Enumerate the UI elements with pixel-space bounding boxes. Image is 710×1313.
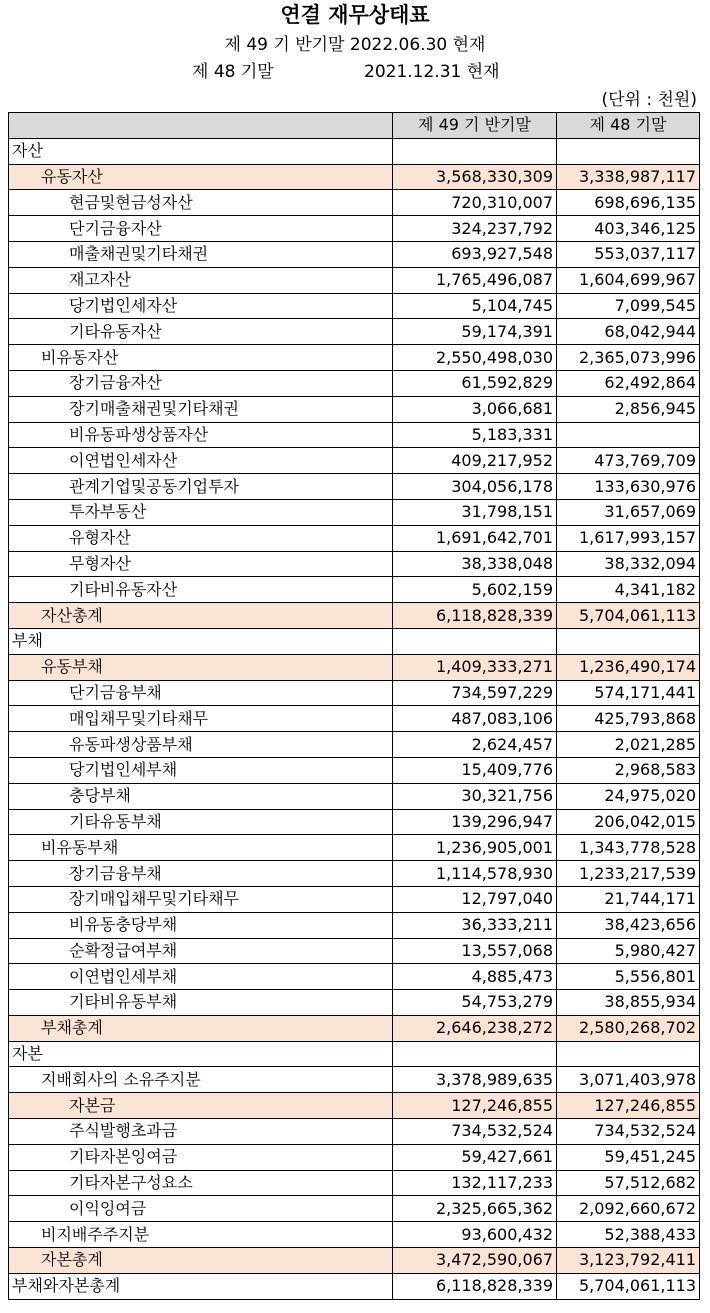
current-period-value: 61,592,829 — [393, 370, 557, 396]
account-name: 유동파생상품부채 — [9, 732, 393, 758]
table-row — [9, 190, 700, 216]
account-name: 당기법인세자산 — [9, 293, 393, 319]
account-name: 자산총계 — [9, 603, 393, 629]
current-period-value: 734,532,524 — [393, 1119, 557, 1145]
table-row — [9, 267, 700, 293]
previous-period-value: 5,980,427 — [557, 938, 700, 964]
table-row — [9, 474, 700, 500]
previous-period-value: 5,704,061,113 — [557, 1273, 700, 1299]
column-header-current: 제 49 기 반기말 — [393, 113, 557, 139]
current-period-value: 1,236,905,001 — [393, 835, 557, 861]
account-name: 기타유동부채 — [9, 809, 393, 835]
previous-period-value — [557, 138, 700, 164]
previous-period-value — [557, 422, 700, 448]
table-row — [9, 499, 700, 525]
account-name: 기타비유동부채 — [9, 990, 393, 1016]
account-name: 비유동자산 — [9, 345, 393, 371]
table-row — [9, 835, 700, 861]
account-name: 지배회사의 소유주지분 — [9, 1067, 393, 1093]
previous-period-value: 68,042,944 — [557, 319, 700, 345]
previous-period-value: 62,492,864 — [557, 370, 700, 396]
previous-period-value: 3,071,403,978 — [557, 1067, 700, 1093]
account-name: 유동자산 — [9, 164, 393, 190]
current-period-value: 304,056,178 — [393, 474, 557, 500]
previous-period-value: 3,123,792,411 — [557, 1248, 700, 1274]
account-name: 장기매출채권및기타채권 — [9, 396, 393, 422]
account-name: 주식발행초과금 — [9, 1119, 393, 1145]
current-period-value: 1,765,496,087 — [393, 267, 557, 293]
account-name: 당기법인세부채 — [9, 757, 393, 783]
current-period-value: 12,797,040 — [393, 886, 557, 912]
current-period-value: 6,118,828,339 — [393, 1273, 557, 1299]
current-period-value: 1,409,333,271 — [393, 654, 557, 680]
account-name: 비유동파생상품자산 — [9, 422, 393, 448]
account-name: 이연법인세자산 — [9, 448, 393, 474]
table-row — [9, 628, 700, 654]
table-header-row — [9, 113, 700, 139]
account-name: 관계기업및공동기업투자 — [9, 474, 393, 500]
previous-period-value — [557, 628, 700, 654]
current-period-value: 734,597,229 — [393, 680, 557, 706]
column-header-account — [9, 113, 393, 139]
account-name: 비유동부채 — [9, 835, 393, 861]
current-period-value — [393, 1041, 557, 1067]
current-period-value: 59,427,661 — [393, 1144, 557, 1170]
account-name: 재고자산 — [9, 267, 393, 293]
table-row — [9, 886, 700, 912]
current-period-value — [393, 628, 557, 654]
current-period-value: 132,117,233 — [393, 1170, 557, 1196]
previous-period-value: 574,171,441 — [557, 680, 700, 706]
previous-period-value: 2,021,285 — [557, 732, 700, 758]
table-row — [9, 138, 700, 164]
current-period-value: 31,798,151 — [393, 499, 557, 525]
previous-period-value: 5,556,801 — [557, 964, 700, 990]
table-row — [9, 861, 700, 887]
previous-period-value: 59,451,245 — [557, 1144, 700, 1170]
current-period-value: 3,472,590,067 — [393, 1248, 557, 1274]
previous-period-value: 52,388,433 — [557, 1222, 700, 1248]
current-period-value: 15,409,776 — [393, 757, 557, 783]
previous-period-value: 133,630,976 — [557, 474, 700, 500]
previous-period-value: 473,769,709 — [557, 448, 700, 474]
previous-period-value: 403,346,125 — [557, 216, 700, 242]
table-row — [9, 1093, 700, 1119]
previous-period-value — [557, 1041, 700, 1067]
previous-period-value: 1,617,993,157 — [557, 525, 700, 551]
current-period-value: 139,296,947 — [393, 809, 557, 835]
table-row — [9, 551, 700, 577]
current-period-value: 54,753,279 — [393, 990, 557, 1016]
previous-period-value: 21,744,171 — [557, 886, 700, 912]
current-period-value: 5,104,745 — [393, 293, 557, 319]
previous-period-value: 2,856,945 — [557, 396, 700, 422]
current-period-value: 4,885,473 — [393, 964, 557, 990]
current-period-value: 3,066,681 — [393, 396, 557, 422]
account-name: 비지배주주지분 — [9, 1222, 393, 1248]
account-name: 기타비유동자산 — [9, 577, 393, 603]
table-row — [9, 603, 700, 629]
current-period-value: 2,325,665,362 — [393, 1196, 557, 1222]
current-period-value: 36,333,211 — [393, 912, 557, 938]
current-period-value: 59,174,391 — [393, 319, 557, 345]
current-period-value: 2,646,238,272 — [393, 1015, 557, 1041]
account-name: 유형자산 — [9, 525, 393, 551]
table-row — [9, 654, 700, 680]
previous-period-value: 127,246,855 — [557, 1093, 700, 1119]
previous-period-value: 4,341,182 — [557, 577, 700, 603]
current-period-value — [393, 138, 557, 164]
current-period-value: 13,557,068 — [393, 938, 557, 964]
account-name: 투자부동산 — [9, 499, 393, 525]
account-name: 부채총계 — [9, 1015, 393, 1041]
current-period-value: 5,602,159 — [393, 577, 557, 603]
account-name: 자본금 — [9, 1093, 393, 1119]
account-name: 자산 — [9, 138, 393, 164]
table-row — [9, 680, 700, 706]
current-period-value: 1,114,578,930 — [393, 861, 557, 887]
current-period: 제 49 기 반기말 2022.06.30 현재 — [224, 35, 486, 55]
current-period-value: 409,217,952 — [393, 448, 557, 474]
table-row — [9, 732, 700, 758]
account-name: 무형자산 — [9, 551, 393, 577]
table-row — [9, 1248, 700, 1274]
table-row — [9, 783, 700, 809]
account-name: 장기매입채무및기타채무 — [9, 886, 393, 912]
table-row — [9, 1222, 700, 1248]
previous-period-date: 2021.12.31 현재 — [364, 62, 500, 82]
previous-period-value: 5,704,061,113 — [557, 603, 700, 629]
previous-period-value: 1,343,778,528 — [557, 835, 700, 861]
table-row — [9, 1273, 700, 1299]
previous-period-value: 38,332,094 — [557, 551, 700, 577]
account-name: 매입채무및기타채무 — [9, 706, 393, 732]
current-period-value: 93,600,432 — [393, 1222, 557, 1248]
table-row — [9, 964, 700, 990]
account-name: 이익잉여금 — [9, 1196, 393, 1222]
previous-period-value: 698,696,135 — [557, 190, 700, 216]
previous-period-value: 425,793,868 — [557, 706, 700, 732]
previous-period-value: 31,657,069 — [557, 499, 700, 525]
previous-period-value: 2,092,660,672 — [557, 1196, 700, 1222]
table-row — [9, 1170, 700, 1196]
table-row — [9, 1196, 700, 1222]
table-row — [9, 757, 700, 783]
previous-period-value: 1,233,217,539 — [557, 861, 700, 887]
account-name: 매출채권및기타채권 — [9, 241, 393, 267]
previous-period-label: 제 48 기말 — [192, 62, 274, 82]
previous-period-value: 2,365,073,996 — [557, 345, 700, 371]
current-period-value: 3,568,330,309 — [393, 164, 557, 190]
table-row — [9, 241, 700, 267]
account-name: 비유동충당부채 — [9, 912, 393, 938]
table-row — [9, 1144, 700, 1170]
previous-period-value: 2,968,583 — [557, 757, 700, 783]
table-row — [9, 706, 700, 732]
current-period-value: 720,310,007 — [393, 190, 557, 216]
previous-period-value: 7,099,545 — [557, 293, 700, 319]
table-row — [9, 164, 700, 190]
current-period-value: 3,378,989,635 — [393, 1067, 557, 1093]
previous-period-value: 553,037,117 — [557, 241, 700, 267]
table-row — [9, 345, 700, 371]
table-row — [9, 1067, 700, 1093]
table-row — [9, 370, 700, 396]
current-period-value: 324,237,792 — [393, 216, 557, 242]
table-row — [9, 216, 700, 242]
current-period-value: 6,118,828,339 — [393, 603, 557, 629]
account-name: 기타유동자산 — [9, 319, 393, 345]
account-name: 단기금융부채 — [9, 680, 393, 706]
table-row — [9, 1041, 700, 1067]
current-period-value: 30,321,756 — [393, 783, 557, 809]
column-header-previous: 제 48 기말 — [557, 113, 700, 139]
table-row — [9, 990, 700, 1016]
account-name: 자본 — [9, 1041, 393, 1067]
previous-period-value: 734,532,524 — [557, 1119, 700, 1145]
account-name: 자본총계 — [9, 1248, 393, 1274]
account-name: 충당부채 — [9, 783, 393, 809]
previous-period-value: 57,512,682 — [557, 1170, 700, 1196]
account-name: 기타자본잉여금 — [9, 1144, 393, 1170]
account-name: 유동부채 — [9, 654, 393, 680]
previous-period-value: 24,975,020 — [557, 783, 700, 809]
previous-period-value: 38,423,656 — [557, 912, 700, 938]
account-name: 현금및현금성자산 — [9, 190, 393, 216]
account-name: 장기금융자산 — [9, 370, 393, 396]
table-row — [9, 1015, 700, 1041]
previous-period-value: 1,604,699,967 — [557, 267, 700, 293]
account-name: 순확정급여부채 — [9, 938, 393, 964]
table-row — [9, 422, 700, 448]
current-period-value: 487,083,106 — [393, 706, 557, 732]
table-row — [9, 912, 700, 938]
table-row — [9, 809, 700, 835]
table-row — [9, 938, 700, 964]
table-row — [9, 1119, 700, 1145]
account-name: 부채 — [9, 628, 393, 654]
previous-period-value: 206,042,015 — [557, 809, 700, 835]
current-period-value: 2,624,457 — [393, 732, 557, 758]
unit-note: (단위 : 천원) — [601, 90, 697, 110]
table-row — [9, 577, 700, 603]
current-period-value: 2,550,498,030 — [393, 345, 557, 371]
balance-sheet-table — [8, 112, 700, 1300]
current-period-value: 1,691,642,701 — [393, 525, 557, 551]
account-name: 이연법인세부채 — [9, 964, 393, 990]
account-name: 부채와자본총계 — [9, 1273, 393, 1299]
statement-title: 연결 재무상태표 — [280, 3, 430, 27]
previous-period-value: 2,580,268,702 — [557, 1015, 700, 1041]
previous-period-value: 1,236,490,174 — [557, 654, 700, 680]
previous-period-value: 38,855,934 — [557, 990, 700, 1016]
table-row — [9, 396, 700, 422]
current-period-value: 5,183,331 — [393, 422, 557, 448]
table-row — [9, 293, 700, 319]
current-period-value: 38,338,048 — [393, 551, 557, 577]
previous-period-value: 3,338,987,117 — [557, 164, 700, 190]
account-name: 단기금융자산 — [9, 216, 393, 242]
table-row — [9, 525, 700, 551]
table-row — [9, 319, 700, 345]
current-period-value: 693,927,548 — [393, 241, 557, 267]
table-row — [9, 448, 700, 474]
account-name: 장기금융부채 — [9, 861, 393, 887]
current-period-value: 127,246,855 — [393, 1093, 557, 1119]
account-name: 기타자본구성요소 — [9, 1170, 393, 1196]
